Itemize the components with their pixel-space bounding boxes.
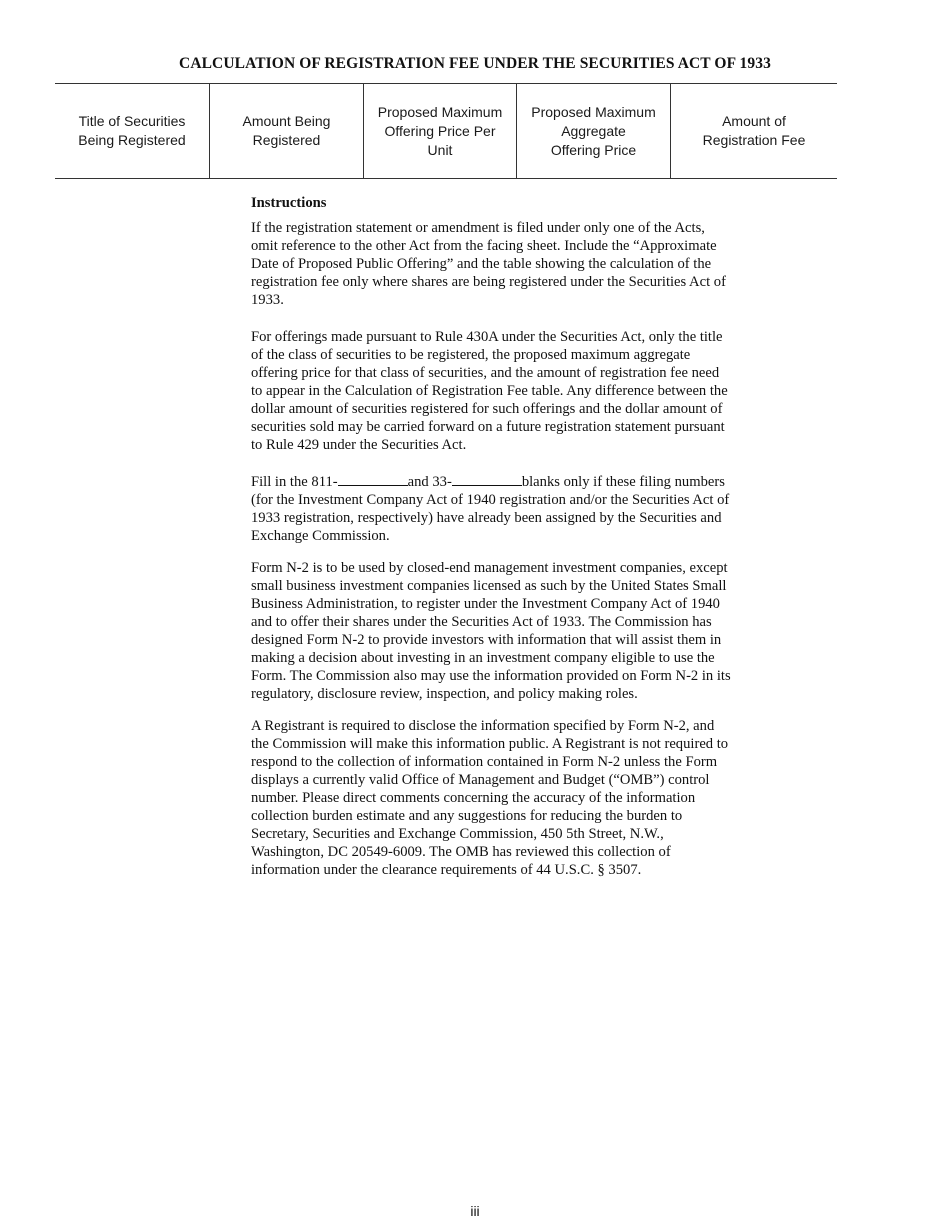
- column-header-line: Unit: [427, 141, 453, 158]
- instructions-paragraph-filing-numbers: [251, 473, 731, 545]
- column-header-line: Registration Fee: [702, 132, 806, 148]
- column-header-title-of-securities: [55, 84, 209, 178]
- column-header-line: Title of Securities: [78, 113, 186, 129]
- column-header-max-aggregate-price: [516, 84, 670, 178]
- blank-line-33: [452, 473, 522, 486]
- column-header-registration-fee: [670, 84, 837, 178]
- instructions-paragraph: Form N-2 is to be used by closed-end management investment companies, except small business investment companies licensed as such by the United States Small Business Administration, to register under the Investment Company Act of 1940 and to offer their shares under the Securities Act of 1933. The Commission has designed Form N-2 to provide investors with information that will assist them in making a decision about investing in an investment company eligible to use the Form. The Commission also may use the information provided on Form N-2 in its regulatory, disclosure review, inspection, and policy making roles.: [251, 560, 731, 702]
- instructions-paragraph: If the registration statement or amendment is filed under only one of the Acts, omit reference to the other Act from the facing sheet. Include the “Approximate Date of Proposed Public Offering” and the table showing the calculation of the registration fee only where shares are being registered under the Securities Act of 1933.: [251, 220, 726, 308]
- column-header-line: Aggregate: [561, 122, 626, 139]
- instructions-heading: Instructions: [251, 195, 327, 211]
- column-header-line: Offering Price Per: [384, 122, 496, 139]
- column-header-line: Registered: [252, 132, 321, 148]
- registration-fee-table: [55, 83, 837, 179]
- column-header-line: Amount of: [722, 113, 786, 129]
- instructions-paragraph: For offerings made pursuant to Rule 430A under the Securities Act, only the title of the class of securities to be registered, the proposed maximum aggregate offering price for that class of securities, and the amount of registration fee need to appear in the Calculation of Registration Fee table. Any difference between the dollar amount of securities registered for such offerings and the dollar amount of securities sold may be carried forward on a future registration statement pursuant to Rule 429 under the Securities Act.: [251, 329, 728, 453]
- column-header-line: Amount Being: [242, 113, 331, 129]
- instructions-section: [251, 194, 731, 893]
- column-header-line: Proposed Maximum: [377, 103, 503, 120]
- column-header-line: Being Registered: [78, 132, 186, 148]
- column-header-line: Proposed Maximum: [531, 103, 656, 120]
- filing-text-rest: blanks only if these filing numbers (for the Investment Company Act of 1940 registration and/or the Securities Act of 1933 registration, respectively) have already been assigned by the Securities and Exchange Commission.: [251, 474, 730, 544]
- column-header-amount-registered: [209, 84, 363, 178]
- instructions-paragraph: A Registrant is required to disclose the information specified by Form N-2, and the Commission will make this information public. A Registrant is not required to respond to the collection of information contained in Form N-2 unless the Form displays a currently valid Office of Management and Budget (“OMB”) control number. Please direct comments concerning the accuracy of the information collection burden estimate and any suggestions for reducing the burden to Secretary, Securities and Exchange Commission, 450 5th Street, N.W., Washington, DC 20549-6009. The OMB has reviewed this collection of information under the clearance requirements of 44 U.S.C. § 3507.: [251, 718, 729, 878]
- blank-line-811: [338, 473, 408, 486]
- page-number: iii: [470, 1203, 480, 1219]
- filing-text-811: Fill in the 811-: [251, 474, 338, 490]
- column-header-max-price-per-unit: [363, 84, 516, 178]
- column-header-line: Offering Price: [550, 141, 637, 158]
- filing-text-33: and 33-: [407, 474, 452, 490]
- page-title: CALCULATION OF REGISTRATION FEE UNDER THE SECURITIES ACT OF 1933: [179, 55, 771, 72]
